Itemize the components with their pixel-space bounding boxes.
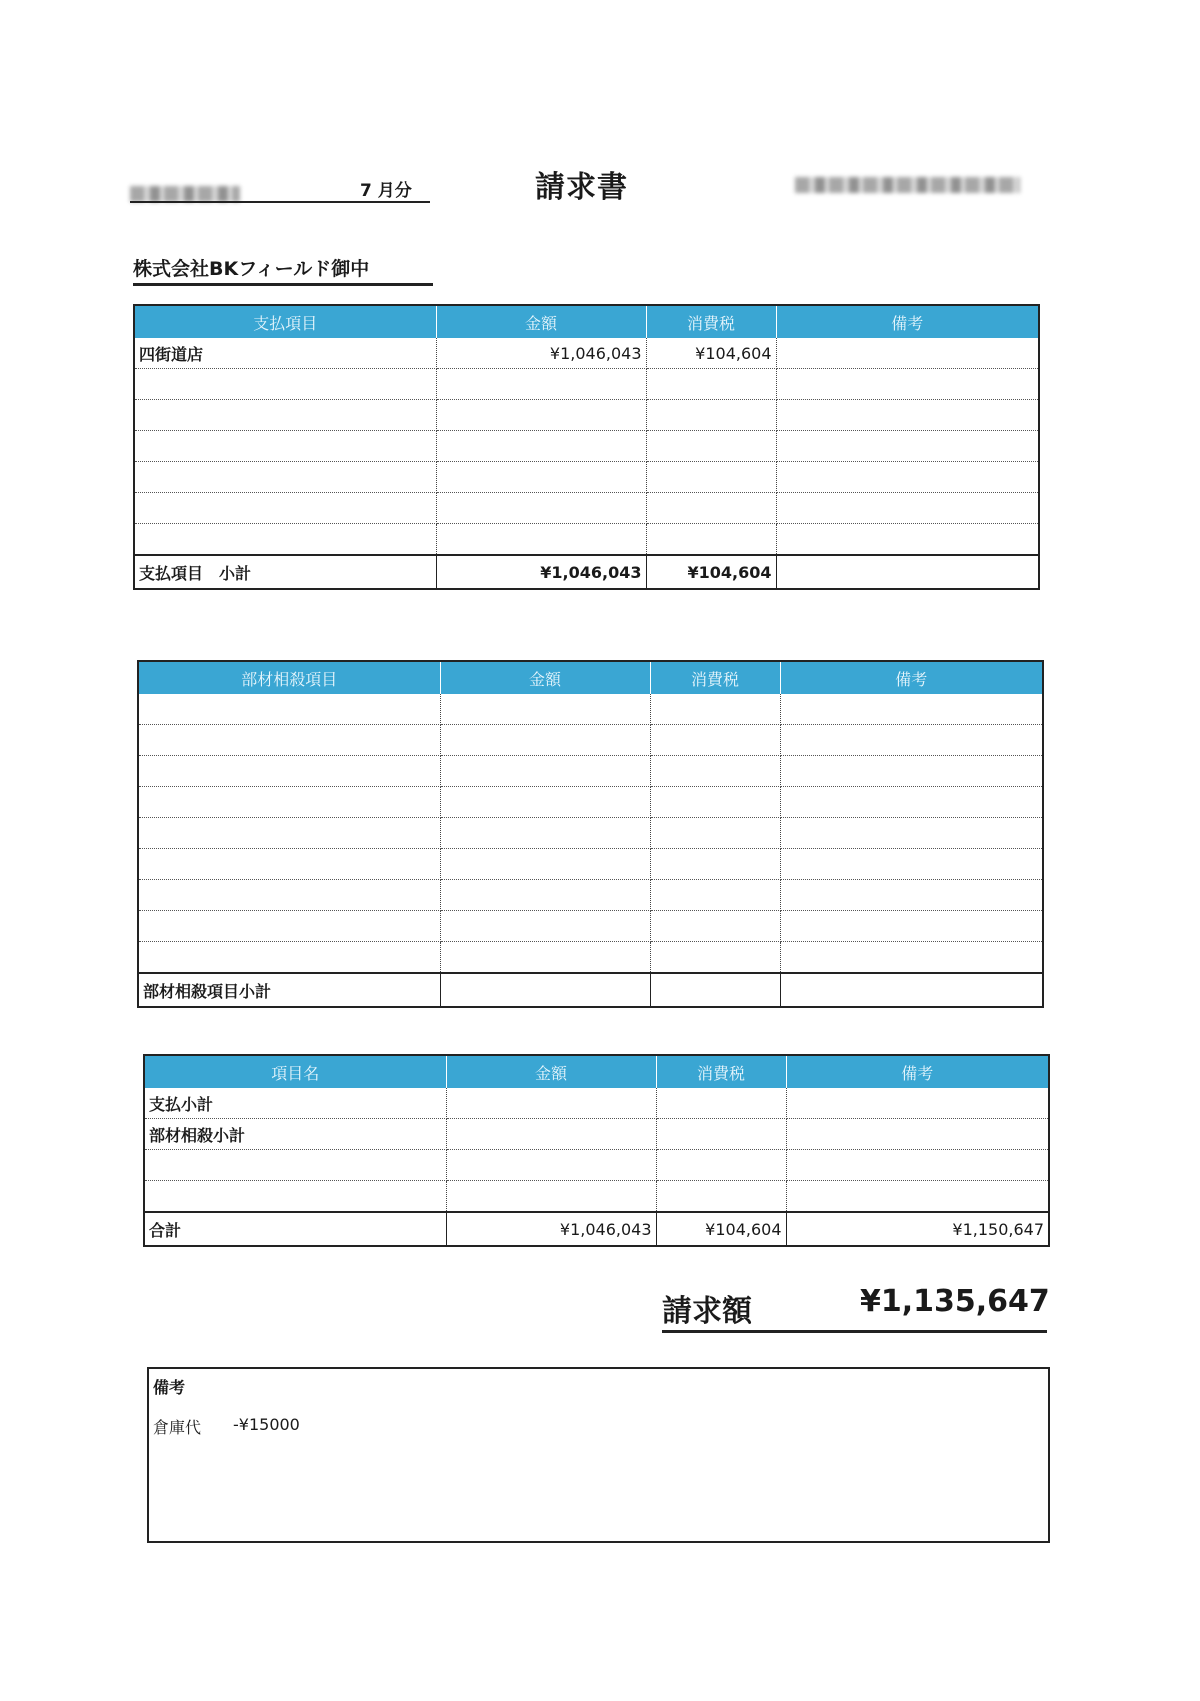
note-cell — [780, 818, 1043, 849]
page-title: 請求書 — [535, 170, 628, 205]
subtotal-amount — [440, 973, 650, 1007]
column-header: 備考 — [786, 1055, 1049, 1088]
note-cell — [780, 849, 1043, 880]
billing-amount: ¥1,135,647 — [860, 1284, 1050, 1319]
summary-table — [143, 1054, 1050, 1247]
column-header: 備考 — [776, 305, 1039, 338]
item-cell — [138, 787, 440, 818]
column-header: 金額 — [446, 1055, 656, 1088]
column-header: 項目名 — [144, 1055, 446, 1088]
note-cell — [780, 911, 1043, 942]
amount-cell — [436, 524, 646, 556]
subtotal-row — [134, 555, 1039, 589]
tax-cell — [646, 462, 776, 493]
amount-cell — [440, 942, 650, 974]
amount-cell — [446, 1150, 656, 1181]
note-cell — [776, 524, 1039, 556]
item-cell — [144, 1150, 446, 1181]
redacted-company-left — [130, 186, 240, 202]
item-cell — [138, 911, 440, 942]
note-cell — [780, 756, 1043, 787]
payment-items-table — [133, 304, 1040, 590]
remarks-item: 倉庫代 — [153, 1418, 202, 1437]
subtotal-tax — [650, 973, 780, 1007]
note-cell — [780, 787, 1043, 818]
note-cell — [786, 1181, 1049, 1213]
table-row — [144, 1088, 1049, 1119]
tax-cell — [650, 756, 780, 787]
table-row — [138, 849, 1043, 880]
amount-cell — [436, 400, 646, 431]
table-row — [138, 787, 1043, 818]
amount-cell — [440, 849, 650, 880]
amount-cell — [436, 431, 646, 462]
table-row — [144, 1181, 1049, 1213]
tax-cell — [656, 1119, 786, 1150]
amount-cell — [446, 1181, 656, 1213]
table-row — [134, 431, 1039, 462]
item-cell — [134, 462, 436, 493]
month-underline — [130, 201, 430, 203]
tax-cell — [656, 1181, 786, 1213]
table-row — [138, 725, 1043, 756]
tax-cell — [656, 1088, 786, 1119]
subtotal-label: 支払項目 小計 — [134, 555, 436, 589]
table-row — [138, 942, 1043, 974]
table-row — [134, 524, 1039, 556]
table-row — [138, 756, 1043, 787]
tax-cell — [650, 880, 780, 911]
item-cell — [134, 524, 436, 556]
note-cell — [780, 725, 1043, 756]
column-header: 消費税 — [650, 661, 780, 694]
addressee: 株式会社BKフィールド御中 — [133, 254, 433, 286]
column-header: 消費税 — [656, 1055, 786, 1088]
note-cell — [776, 431, 1039, 462]
amount-cell — [440, 787, 650, 818]
item-cell — [144, 1181, 446, 1213]
remarks-value: -¥15000 — [233, 1415, 300, 1434]
tax-cell — [646, 400, 776, 431]
item-cell: 四街道店 — [134, 338, 436, 369]
tax-cell — [656, 1150, 786, 1181]
amount-cell — [436, 369, 646, 400]
item-cell — [134, 369, 436, 400]
item-cell — [134, 400, 436, 431]
amount-cell — [436, 493, 646, 524]
tax-cell — [646, 524, 776, 556]
amount-cell — [446, 1088, 656, 1119]
item-cell — [138, 880, 440, 911]
billing-month: 7 月分 — [360, 181, 412, 201]
table-row — [138, 694, 1043, 725]
tax-cell — [650, 818, 780, 849]
tax-cell: ¥104,604 — [646, 338, 776, 369]
column-header: 支払項目 — [134, 305, 436, 338]
subtotal-row — [138, 973, 1043, 1007]
subtotal-note — [780, 973, 1043, 1007]
item-cell: 支払小計 — [144, 1088, 446, 1119]
tax-cell — [650, 942, 780, 974]
amount-cell — [446, 1119, 656, 1150]
note-cell — [776, 493, 1039, 524]
tax-cell — [646, 493, 776, 524]
subtotal-label: 部材相殺項目小計 — [138, 973, 440, 1007]
note-cell — [780, 942, 1043, 974]
table-row — [138, 880, 1043, 911]
table-row — [134, 338, 1039, 369]
total-grand: ¥1,150,647 — [786, 1212, 1049, 1246]
item-cell — [138, 725, 440, 756]
table-header-row — [138, 661, 1043, 694]
tax-cell — [650, 725, 780, 756]
item-cell — [138, 942, 440, 974]
column-header: 部材相殺項目 — [138, 661, 440, 694]
item-cell — [134, 431, 436, 462]
table-row — [134, 369, 1039, 400]
table-row — [138, 818, 1043, 849]
tax-cell — [650, 911, 780, 942]
item-cell — [138, 818, 440, 849]
amount-cell — [440, 756, 650, 787]
remarks-box — [147, 1367, 1050, 1543]
item-cell — [138, 694, 440, 725]
column-header: 備考 — [780, 661, 1043, 694]
total-tax: ¥104,604 — [656, 1212, 786, 1246]
tax-cell — [646, 369, 776, 400]
amount-cell — [440, 694, 650, 725]
billing-label: 請求額 — [662, 1286, 1047, 1333]
total-amount: ¥1,046,043 — [446, 1212, 656, 1246]
subtotal-tax: ¥104,604 — [646, 555, 776, 589]
total-label: 合計 — [144, 1212, 446, 1246]
tax-cell — [650, 694, 780, 725]
note-cell — [780, 880, 1043, 911]
note-cell — [786, 1119, 1049, 1150]
item-cell — [134, 493, 436, 524]
column-header: 金額 — [440, 661, 650, 694]
amount-cell: ¥1,046,043 — [436, 338, 646, 369]
column-header: 金額 — [436, 305, 646, 338]
amount-cell — [436, 462, 646, 493]
item-cell: 部材相殺小計 — [144, 1119, 446, 1150]
note-cell — [776, 400, 1039, 431]
amount-cell — [440, 818, 650, 849]
note-cell — [776, 462, 1039, 493]
item-cell — [138, 849, 440, 880]
tax-cell — [650, 787, 780, 818]
table-row — [138, 911, 1043, 942]
subtotal-note — [776, 555, 1039, 589]
total-row — [144, 1212, 1049, 1246]
note-cell — [780, 694, 1043, 725]
note-cell — [776, 338, 1039, 369]
redacted-company-right — [795, 177, 1020, 193]
tax-cell — [650, 849, 780, 880]
table-row — [144, 1150, 1049, 1181]
note-cell — [776, 369, 1039, 400]
item-cell — [138, 756, 440, 787]
note-cell — [786, 1150, 1049, 1181]
amount-cell — [440, 911, 650, 942]
table-header-row — [144, 1055, 1049, 1088]
table-header-row — [134, 305, 1039, 338]
table-row — [134, 462, 1039, 493]
remarks-title: 備考 — [153, 1378, 186, 1397]
table-row — [134, 493, 1039, 524]
tax-cell — [646, 431, 776, 462]
column-header: 消費税 — [646, 305, 776, 338]
table-row — [134, 400, 1039, 431]
subtotal-amount: ¥1,046,043 — [436, 555, 646, 589]
amount-cell — [440, 880, 650, 911]
offset-items-table — [137, 660, 1044, 1008]
note-cell — [786, 1088, 1049, 1119]
amount-cell — [440, 725, 650, 756]
table-row — [144, 1119, 1049, 1150]
